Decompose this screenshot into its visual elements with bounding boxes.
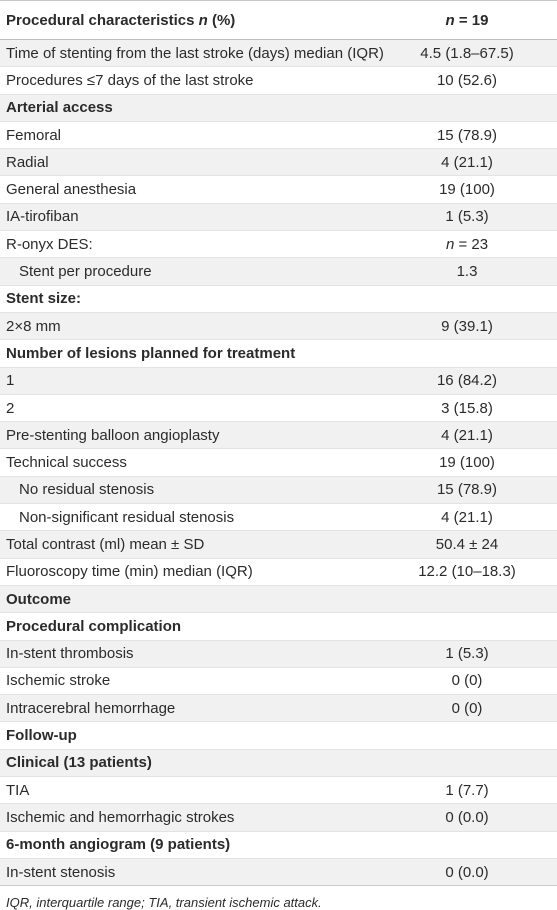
row-value <box>377 94 557 121</box>
table-row <box>0 394 557 421</box>
row-label: TIA <box>0 777 377 804</box>
table-row <box>0 422 557 449</box>
row-label: Ischemic and hemorrhagic strokes <box>0 804 377 831</box>
row-value: 16 (84.2) <box>377 367 557 394</box>
row-label: Time of stenting from the last stroke (days) median (IQR) <box>0 40 377 67</box>
row-label: Total contrast (ml) mean ± SD <box>0 531 377 558</box>
row-value <box>377 285 557 312</box>
header-value <box>377 1 557 40</box>
header-label-n: n <box>198 11 208 29</box>
row-label: Intracerebral hemorrhage <box>0 695 377 722</box>
header-value-suffix: = 19 <box>454 11 489 29</box>
row-label: 6-month angiogram (9 patients) <box>0 831 377 858</box>
table-row <box>0 695 557 722</box>
row-label: Stent size: <box>0 285 377 312</box>
table-row <box>0 121 557 148</box>
row-label: In-stent thrombosis <box>0 640 377 667</box>
row-label: Radial <box>0 149 377 176</box>
table-row <box>0 613 557 640</box>
row-label: 1 <box>0 367 377 394</box>
row-label: General anesthesia <box>0 176 377 203</box>
row-value: 4 (21.1) <box>377 149 557 176</box>
table-row <box>0 749 557 776</box>
row-label: Ischemic stroke <box>0 667 377 694</box>
table-footnote: IQR, interquartile range; TIA, transient ischemic attack. <box>6 895 322 910</box>
table-row <box>0 558 557 585</box>
row-value: 9 (39.1) <box>377 312 557 339</box>
row-value: 1 (5.3) <box>377 640 557 667</box>
row-value: 15 (78.9) <box>377 121 557 148</box>
row-value <box>377 340 557 367</box>
row-label: Stent per procedure <box>0 258 377 285</box>
row-value <box>377 722 557 749</box>
row-value <box>377 749 557 776</box>
row-value: 0 (0.0) <box>377 858 557 885</box>
table-row <box>0 722 557 749</box>
table-row <box>0 258 557 285</box>
header-label-suffix: (%) <box>207 11 236 29</box>
row-value: 1.3 <box>377 258 557 285</box>
row-value: 4 (21.1) <box>377 422 557 449</box>
row-label: Outcome <box>0 585 377 612</box>
table-row <box>0 476 557 503</box>
table-row <box>0 640 557 667</box>
table-row <box>0 231 557 258</box>
table-row <box>0 449 557 476</box>
table-row <box>0 858 557 885</box>
table-row <box>0 94 557 121</box>
row-label: Follow-up <box>0 722 377 749</box>
row-value: 1 (5.3) <box>377 203 557 230</box>
row-value <box>377 585 557 612</box>
table-body <box>0 40 557 886</box>
row-value: 10 (52.6) <box>377 67 557 94</box>
row-value: 0 (0.0) <box>377 804 557 831</box>
table-row <box>0 149 557 176</box>
table-row <box>0 531 557 558</box>
row-label: No residual stenosis <box>0 476 377 503</box>
row-value: n = 23 <box>377 231 557 258</box>
row-label: 2 <box>0 394 377 421</box>
row-value: 1 (7.7) <box>377 777 557 804</box>
row-value: 3 (15.8) <box>377 394 557 421</box>
row-value: 4.5 (1.8–67.5) <box>377 40 557 67</box>
row-value <box>377 831 557 858</box>
row-label: 2×8 mm <box>0 312 377 339</box>
row-value <box>377 613 557 640</box>
table-row <box>0 312 557 339</box>
row-value: 12.2 (10–18.3) <box>377 558 557 585</box>
row-value: 4 (21.1) <box>377 504 557 531</box>
row-value: 0 (0) <box>377 667 557 694</box>
row-label: R-onyx DES: <box>0 231 377 258</box>
row-value: 50.4 ± 24 <box>377 531 557 558</box>
row-label: Procedures ≤7 days of the last stroke <box>0 67 377 94</box>
row-value: 0 (0) <box>377 695 557 722</box>
header-label <box>0 1 377 40</box>
table-header-row <box>0 1 557 40</box>
header-label-prefix: Procedural characteristics <box>6 11 199 29</box>
row-label: Femoral <box>0 121 377 148</box>
row-label: IA-tirofiban <box>0 203 377 230</box>
table-row <box>0 777 557 804</box>
table-row <box>0 285 557 312</box>
row-value: 19 (100) <box>377 176 557 203</box>
table-row <box>0 40 557 67</box>
table-row <box>0 504 557 531</box>
table-row <box>0 804 557 831</box>
row-label: In-stent stenosis <box>0 858 377 885</box>
table-row <box>0 176 557 203</box>
table-row <box>0 367 557 394</box>
table-row <box>0 667 557 694</box>
table-row <box>0 585 557 612</box>
row-label: Fluoroscopy time (min) median (IQR) <box>0 558 377 585</box>
row-value: 19 (100) <box>377 449 557 476</box>
table-row <box>0 203 557 230</box>
row-value: 15 (78.9) <box>377 476 557 503</box>
row-label: Pre-stenting balloon angioplasty <box>0 422 377 449</box>
row-label: Number of lesions planned for treatment <box>0 340 377 367</box>
row-label: Technical success <box>0 449 377 476</box>
row-label: Arterial access <box>0 94 377 121</box>
table-row <box>0 340 557 367</box>
row-label: Procedural complication <box>0 613 377 640</box>
table-row <box>0 831 557 858</box>
row-label: Non-significant residual stenosis <box>0 504 377 531</box>
row-label: Clinical (13 patients) <box>0 749 377 776</box>
table-row <box>0 67 557 94</box>
header-value-n: n <box>445 11 455 29</box>
